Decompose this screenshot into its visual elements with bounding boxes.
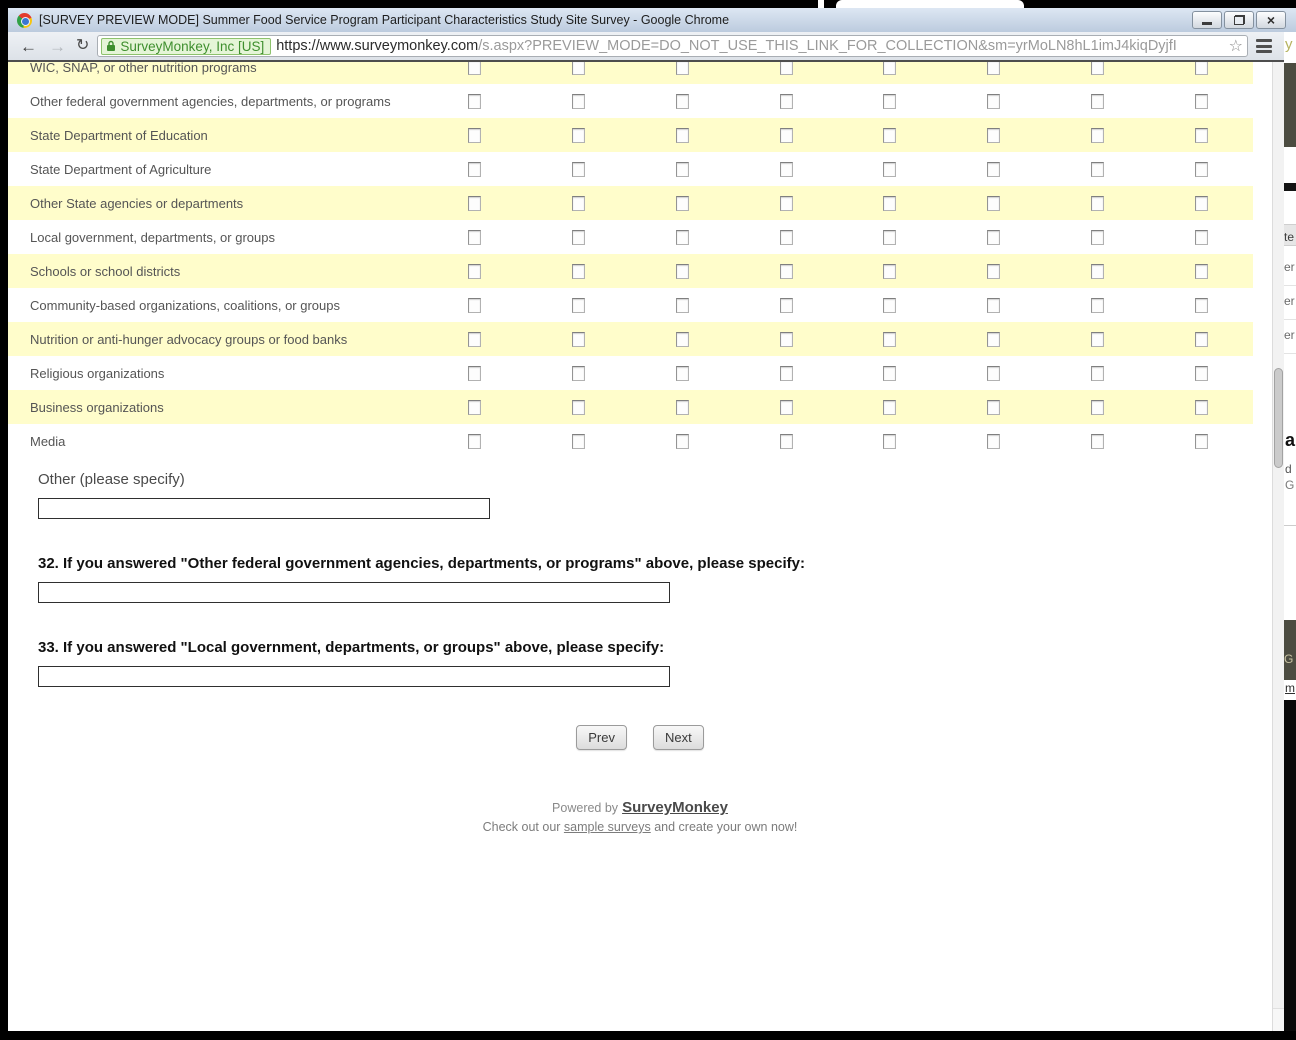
- matrix-checkbox[interactable]: [468, 62, 481, 75]
- matrix-row: [8, 152, 1253, 186]
- matrix-row: [8, 390, 1253, 424]
- matrix-checkbox[interactable]: [676, 162, 689, 177]
- matrix-checkbox[interactable]: [572, 400, 585, 415]
- matrix-row-label: Nutrition or anti-hunger advocacy groups or food banks: [30, 331, 348, 347]
- matrix-cell: [838, 94, 942, 109]
- matrix-checkbox[interactable]: [780, 264, 793, 279]
- minimize-icon: [1202, 22, 1212, 25]
- matrix-cell: [631, 366, 735, 381]
- matrix-checkbox[interactable]: [468, 94, 481, 109]
- matrix-cell: [527, 128, 631, 143]
- scrollbar-thumb[interactable]: [1274, 368, 1283, 468]
- matrix-checkbox[interactable]: [780, 162, 793, 177]
- url-text: [276, 38, 1224, 54]
- matrix-cell: [1149, 162, 1253, 177]
- matrix-row: [8, 424, 1253, 458]
- matrix-cell: [527, 94, 631, 109]
- matrix-checkbox[interactable]: [468, 400, 481, 415]
- matrix-checkbox[interactable]: [883, 400, 896, 415]
- matrix-cell: [423, 230, 527, 245]
- matrix-checkbox[interactable]: [780, 366, 793, 381]
- background-block: G: [1284, 620, 1296, 680]
- matrix-row-label: State Department of Agriculture: [30, 161, 212, 177]
- url-bar[interactable]: [97, 35, 1248, 57]
- matrix-cell: [838, 196, 942, 211]
- matrix-checkbox[interactable]: [468, 162, 481, 177]
- matrix-checkbox[interactable]: [883, 196, 896, 211]
- background-divider: [1284, 525, 1296, 526]
- matrix-checkbox[interactable]: [987, 434, 1000, 449]
- matrix-checkbox[interactable]: [1195, 94, 1208, 109]
- matrix-cell: [1046, 434, 1150, 449]
- matrix-checkbox[interactable]: [987, 196, 1000, 211]
- matrix-checkbox[interactable]: [572, 230, 585, 245]
- matrix-checkbox[interactable]: [883, 230, 896, 245]
- forward-button[interactable]: →: [49, 36, 66, 56]
- reload-button[interactable]: ↻: [76, 37, 90, 54]
- matrix-cell: [423, 298, 527, 313]
- matrix-row: [8, 220, 1253, 254]
- matrix-checkbox[interactable]: [987, 94, 1000, 109]
- matrix-cell: [631, 332, 735, 347]
- matrix-checkbox[interactable]: [987, 400, 1000, 415]
- matrix: [8, 62, 1253, 458]
- matrix-cell: [838, 434, 942, 449]
- matrix-checkbox[interactable]: [676, 230, 689, 245]
- matrix-cell: [734, 332, 838, 347]
- matrix-checkbox[interactable]: [1195, 62, 1208, 75]
- matrix-checkbox[interactable]: [1091, 94, 1104, 109]
- matrix-cell: [631, 162, 735, 177]
- matrix-cell: [1149, 230, 1253, 245]
- matrix-cell: [1149, 298, 1253, 313]
- matrix-checkbox[interactable]: [1195, 162, 1208, 177]
- matrix-checkbox[interactable]: [780, 94, 793, 109]
- powered-by-text: Powered by: [552, 801, 619, 815]
- matrix-row: [8, 62, 1253, 84]
- matrix-cell: [423, 264, 527, 279]
- matrix-row: [8, 84, 1253, 118]
- window-title: [SURVEY PREVIEW MODE] Summer Food Service Program Participant Characteristics Study Site Survey - Google Chrome: [39, 13, 730, 27]
- matrix-cell: [838, 264, 942, 279]
- background-block: [1284, 63, 1296, 147]
- matrix-cell: [734, 230, 838, 245]
- matrix-checkbox[interactable]: [572, 196, 585, 211]
- matrix-cell: [423, 400, 527, 415]
- matrix-cell: [734, 434, 838, 449]
- footer: [8, 799, 1272, 834]
- matrix-cell: [1149, 366, 1253, 381]
- matrix-checkbox[interactable]: [676, 196, 689, 211]
- background-table-row: er: [1284, 252, 1296, 286]
- matrix-checkbox[interactable]: [780, 230, 793, 245]
- matrix-checkbox[interactable]: [676, 94, 689, 109]
- next-button[interactable]: Next: [653, 725, 704, 750]
- matrix-checkbox[interactable]: [1091, 128, 1104, 143]
- matrix-cell: [734, 94, 838, 109]
- matrix-cell: [942, 298, 1046, 313]
- matrix-cell: [1149, 332, 1253, 347]
- minimize-button[interactable]: [1192, 11, 1222, 29]
- matrix-cell: [423, 128, 527, 143]
- matrix-checkbox[interactable]: [676, 264, 689, 279]
- matrix-checkbox[interactable]: [1195, 230, 1208, 245]
- matrix-cell: [838, 128, 942, 143]
- matrix-cell: [1149, 62, 1253, 75]
- matrix-checkbox[interactable]: [780, 298, 793, 313]
- matrix-checkbox[interactable]: [1091, 332, 1104, 347]
- matrix-cell: [527, 332, 631, 347]
- matrix-checkbox[interactable]: [1091, 400, 1104, 415]
- matrix-checkbox[interactable]: [780, 128, 793, 143]
- matrix-checkbox[interactable]: [1091, 264, 1104, 279]
- matrix-checkbox[interactable]: [780, 62, 793, 75]
- matrix-checkbox[interactable]: [1091, 298, 1104, 313]
- matrix-checkbox[interactable]: [883, 332, 896, 347]
- matrix-cell: [734, 62, 838, 75]
- background-link-fragment: m: [1285, 681, 1295, 695]
- matrix-checkbox[interactable]: [572, 162, 585, 177]
- matrix-checkbox[interactable]: [1195, 298, 1208, 313]
- matrix-cell: [942, 230, 1046, 245]
- url-path: /s.aspx?PREVIEW_MODE=DO_NOT_USE_THIS_LINK_FOR_COLLECTION&sm=yrMoLN8hL1imJ4kiqDyjfI: [478, 38, 1177, 54]
- background-window-strip: [1284, 32, 1296, 1031]
- matrix-checkbox[interactable]: [883, 298, 896, 313]
- matrix-cell: [527, 400, 631, 415]
- prev-button[interactable]: Prev: [576, 725, 627, 750]
- close-button[interactable]: [1256, 11, 1286, 29]
- matrix-row-label: Local government, departments, or groups: [30, 229, 275, 245]
- matrix-cell: [734, 162, 838, 177]
- matrix-checkbox[interactable]: [468, 366, 481, 381]
- footer-tagline: [8, 820, 1272, 834]
- matrix-checkbox[interactable]: [676, 128, 689, 143]
- matrix-checkbox[interactable]: [883, 162, 896, 177]
- window-titlebar: [8, 8, 1296, 32]
- matrix-row: [8, 186, 1253, 220]
- matrix-checkbox[interactable]: [468, 128, 481, 143]
- matrix-checkbox[interactable]: [883, 366, 896, 381]
- matrix-row: [8, 322, 1253, 356]
- matrix-cell: [1046, 400, 1150, 415]
- matrix-cell: [423, 332, 527, 347]
- matrix-cell: [838, 62, 942, 75]
- matrix-checkbox[interactable]: [780, 434, 793, 449]
- matrix-checkbox[interactable]: [883, 434, 896, 449]
- matrix-cell: [1149, 434, 1253, 449]
- matrix-cell: [942, 264, 1046, 279]
- question-32-input[interactable]: [38, 582, 670, 603]
- matrix-row-label: State Department of Education: [30, 127, 208, 143]
- matrix-cell: [734, 264, 838, 279]
- matrix-row: [8, 254, 1253, 288]
- matrix-row: [8, 356, 1253, 390]
- matrix-checkbox[interactable]: [883, 62, 896, 75]
- matrix-cell: [527, 264, 631, 279]
- surveymonkey-link[interactable]: SurveyMonkey: [622, 799, 728, 816]
- matrix-checkbox[interactable]: [676, 434, 689, 449]
- matrix-checkbox[interactable]: [1195, 128, 1208, 143]
- back-button[interactable]: ←: [20, 36, 37, 56]
- background-black-area: [1284, 700, 1296, 1031]
- matrix-cell: [838, 332, 942, 347]
- background-table-header: te: [1284, 224, 1296, 246]
- url-domain: https://www.surveymonkey.com: [276, 38, 479, 54]
- matrix-cell: [423, 434, 527, 449]
- restore-button[interactable]: [1224, 11, 1254, 29]
- matrix-cell: [942, 366, 1046, 381]
- background-table-row: er: [1284, 286, 1296, 320]
- matrix-cell: [423, 62, 527, 75]
- matrix-checkbox[interactable]: [676, 332, 689, 347]
- matrix-checkbox[interactable]: [572, 264, 585, 279]
- matrix-checkbox[interactable]: [987, 366, 1000, 381]
- tagline-prefix: Check out our: [482, 820, 564, 834]
- matrix-cell: [838, 298, 942, 313]
- window-controls: [1192, 11, 1290, 29]
- matrix-cell: [631, 434, 735, 449]
- matrix-cell: [1046, 298, 1150, 313]
- background-bar: [1284, 183, 1296, 191]
- matrix-cell: [527, 298, 631, 313]
- matrix-checkbox[interactable]: [1195, 366, 1208, 381]
- matrix-cell: [1046, 332, 1150, 347]
- matrix-checkbox[interactable]: [468, 332, 481, 347]
- matrix-checkbox[interactable]: [468, 264, 481, 279]
- matrix-checkbox[interactable]: [468, 230, 481, 245]
- matrix-checkbox[interactable]: [780, 196, 793, 211]
- matrix-checkbox[interactable]: [468, 434, 481, 449]
- matrix-cell: [423, 366, 527, 381]
- page-scrollbar[interactable]: [1272, 62, 1284, 1031]
- matrix-cell: [838, 366, 942, 381]
- survey-page: [8, 62, 1272, 1031]
- matrix-cell: [527, 366, 631, 381]
- matrix-checkbox[interactable]: [1091, 162, 1104, 177]
- matrix-cell: [423, 162, 527, 177]
- matrix-checkbox[interactable]: [572, 94, 585, 109]
- background-text-fragment: G: [1285, 478, 1295, 492]
- matrix-cell: [1046, 162, 1150, 177]
- other-specify-input[interactable]: [38, 498, 490, 519]
- matrix-cell: [942, 162, 1046, 177]
- close-icon: ×: [1266, 12, 1276, 28]
- bookmark-star-icon[interactable]: ☆: [1228, 38, 1243, 55]
- matrix-cell: [631, 400, 735, 415]
- matrix-cell: [1149, 94, 1253, 109]
- matrix-row-label: Media: [30, 433, 66, 449]
- matrix-checkbox[interactable]: [883, 94, 896, 109]
- background-text-fragment: d: [1285, 462, 1292, 476]
- matrix-cell: [527, 196, 631, 211]
- matrix-checkbox[interactable]: [676, 298, 689, 313]
- matrix-checkbox[interactable]: [780, 400, 793, 415]
- matrix-cell: [631, 128, 735, 143]
- matrix-cell: [527, 62, 631, 75]
- matrix-cell: [1149, 128, 1253, 143]
- matrix-row-label: Religious organizations: [30, 365, 165, 381]
- matrix-checkbox[interactable]: [468, 196, 481, 211]
- chrome-menu-icon[interactable]: [1256, 39, 1272, 53]
- matrix-row-label: Business organizations: [30, 399, 164, 415]
- matrix-checkbox[interactable]: [1195, 264, 1208, 279]
- matrix-checkbox[interactable]: [987, 298, 1000, 313]
- matrix-checkbox[interactable]: [1195, 400, 1208, 415]
- background-text-fragment: y: [1285, 36, 1293, 53]
- matrix-cell: [527, 434, 631, 449]
- question-33-label: 33. If you answered "Local government, departments, or groups" above, please specify:: [38, 639, 665, 656]
- matrix-checkbox[interactable]: [676, 400, 689, 415]
- sample-surveys-link[interactable]: sample surveys: [563, 820, 651, 834]
- matrix-cell: [734, 298, 838, 313]
- matrix-row-label: WIC, SNAP, or other nutrition programs: [30, 62, 257, 75]
- matrix-checkbox[interactable]: [780, 332, 793, 347]
- question-32-label: 32. If you answered "Other federal government agencies, departments, or programs" above, please specify:: [38, 555, 805, 572]
- matrix-checkbox[interactable]: [572, 128, 585, 143]
- matrix-cell: [838, 400, 942, 415]
- matrix-checkbox[interactable]: [1091, 366, 1104, 381]
- matrix-cell: [631, 94, 735, 109]
- matrix-cell: [1149, 196, 1253, 211]
- matrix-row: [8, 118, 1253, 152]
- matrix-cell: [942, 94, 1046, 109]
- matrix-row-label: Schools or school districts: [30, 263, 181, 279]
- matrix-cell: [1046, 366, 1150, 381]
- matrix-checkbox[interactable]: [676, 62, 689, 75]
- matrix-checkbox[interactable]: [1091, 196, 1104, 211]
- matrix-checkbox[interactable]: [987, 62, 1000, 75]
- matrix-row-label: Community-based organizations, coalitions, or groups: [30, 297, 340, 313]
- question-33-input[interactable]: [38, 666, 670, 687]
- matrix-cell: [1046, 230, 1150, 245]
- matrix-checkbox[interactable]: [987, 264, 1000, 279]
- matrix-checkbox[interactable]: [572, 434, 585, 449]
- matrix-checkbox[interactable]: [1195, 196, 1208, 211]
- matrix-cell: [423, 196, 527, 211]
- matrix-checkbox[interactable]: [987, 230, 1000, 245]
- matrix-cell: [631, 196, 735, 211]
- matrix-checkbox[interactable]: [987, 162, 1000, 177]
- restore-icon: [1234, 15, 1245, 25]
- matrix-cell: [734, 400, 838, 415]
- matrix-checkbox[interactable]: [572, 366, 585, 381]
- matrix-row: [8, 288, 1253, 322]
- browser-toolbar: [8, 32, 1284, 62]
- matrix-cell: [631, 298, 735, 313]
- matrix-checkbox[interactable]: [1195, 434, 1208, 449]
- matrix-checkbox[interactable]: [1091, 62, 1104, 75]
- ev-certificate-badge[interactable]: [101, 38, 271, 55]
- matrix-cell: [423, 94, 527, 109]
- matrix-checkbox[interactable]: [883, 264, 896, 279]
- background-text-fragment: a: [1285, 430, 1296, 450]
- navigation-buttons: [8, 725, 1272, 750]
- matrix-cell: [734, 366, 838, 381]
- matrix-cell: [1046, 128, 1150, 143]
- matrix-checkbox[interactable]: [987, 128, 1000, 143]
- matrix-row-label: Other federal government agencies, departments, or programs: [30, 93, 391, 109]
- chrome-logo-icon: [17, 13, 32, 28]
- matrix-checkbox[interactable]: [1091, 434, 1104, 449]
- matrix-row-label: Other State agencies or departments: [30, 195, 244, 211]
- matrix-cell: [631, 264, 735, 279]
- matrix-cell: [838, 162, 942, 177]
- matrix-cell: [942, 196, 1046, 211]
- ev-badge-label: SurveyMonkey, Inc [US]: [120, 38, 265, 54]
- matrix-checkbox[interactable]: [883, 128, 896, 143]
- matrix-cell: [942, 128, 1046, 143]
- lock-icon: [106, 40, 116, 52]
- matrix-checkbox[interactable]: [676, 366, 689, 381]
- matrix-cell: [838, 230, 942, 245]
- matrix-cell: [1149, 400, 1253, 415]
- matrix-cell: [734, 196, 838, 211]
- matrix-cell: [527, 230, 631, 245]
- matrix-cell: [1149, 264, 1253, 279]
- matrix-cell: [527, 162, 631, 177]
- matrix-cell: [631, 230, 735, 245]
- matrix-checkbox[interactable]: [572, 62, 585, 75]
- matrix-cell: [631, 62, 735, 75]
- matrix-checkbox[interactable]: [572, 298, 585, 313]
- matrix-checkbox[interactable]: [468, 298, 481, 313]
- matrix-cell: [942, 332, 1046, 347]
- matrix-checkbox[interactable]: [987, 332, 1000, 347]
- matrix-cell: [734, 128, 838, 143]
- matrix-cell: [942, 434, 1046, 449]
- background-table-row: er: [1284, 320, 1296, 354]
- matrix-cell: [1046, 62, 1150, 75]
- matrix-checkbox[interactable]: [1195, 332, 1208, 347]
- matrix-cell: [1046, 264, 1150, 279]
- matrix-cell: [1046, 94, 1150, 109]
- matrix-cell: [1046, 196, 1150, 211]
- tagline-suffix: and create your own now!: [650, 820, 798, 834]
- other-specify-label: Other (please specify): [38, 471, 185, 488]
- matrix-checkbox[interactable]: [572, 332, 585, 347]
- matrix-checkbox[interactable]: [1091, 230, 1104, 245]
- matrix-cell: [942, 400, 1046, 415]
- matrix-cell: [942, 62, 1046, 75]
